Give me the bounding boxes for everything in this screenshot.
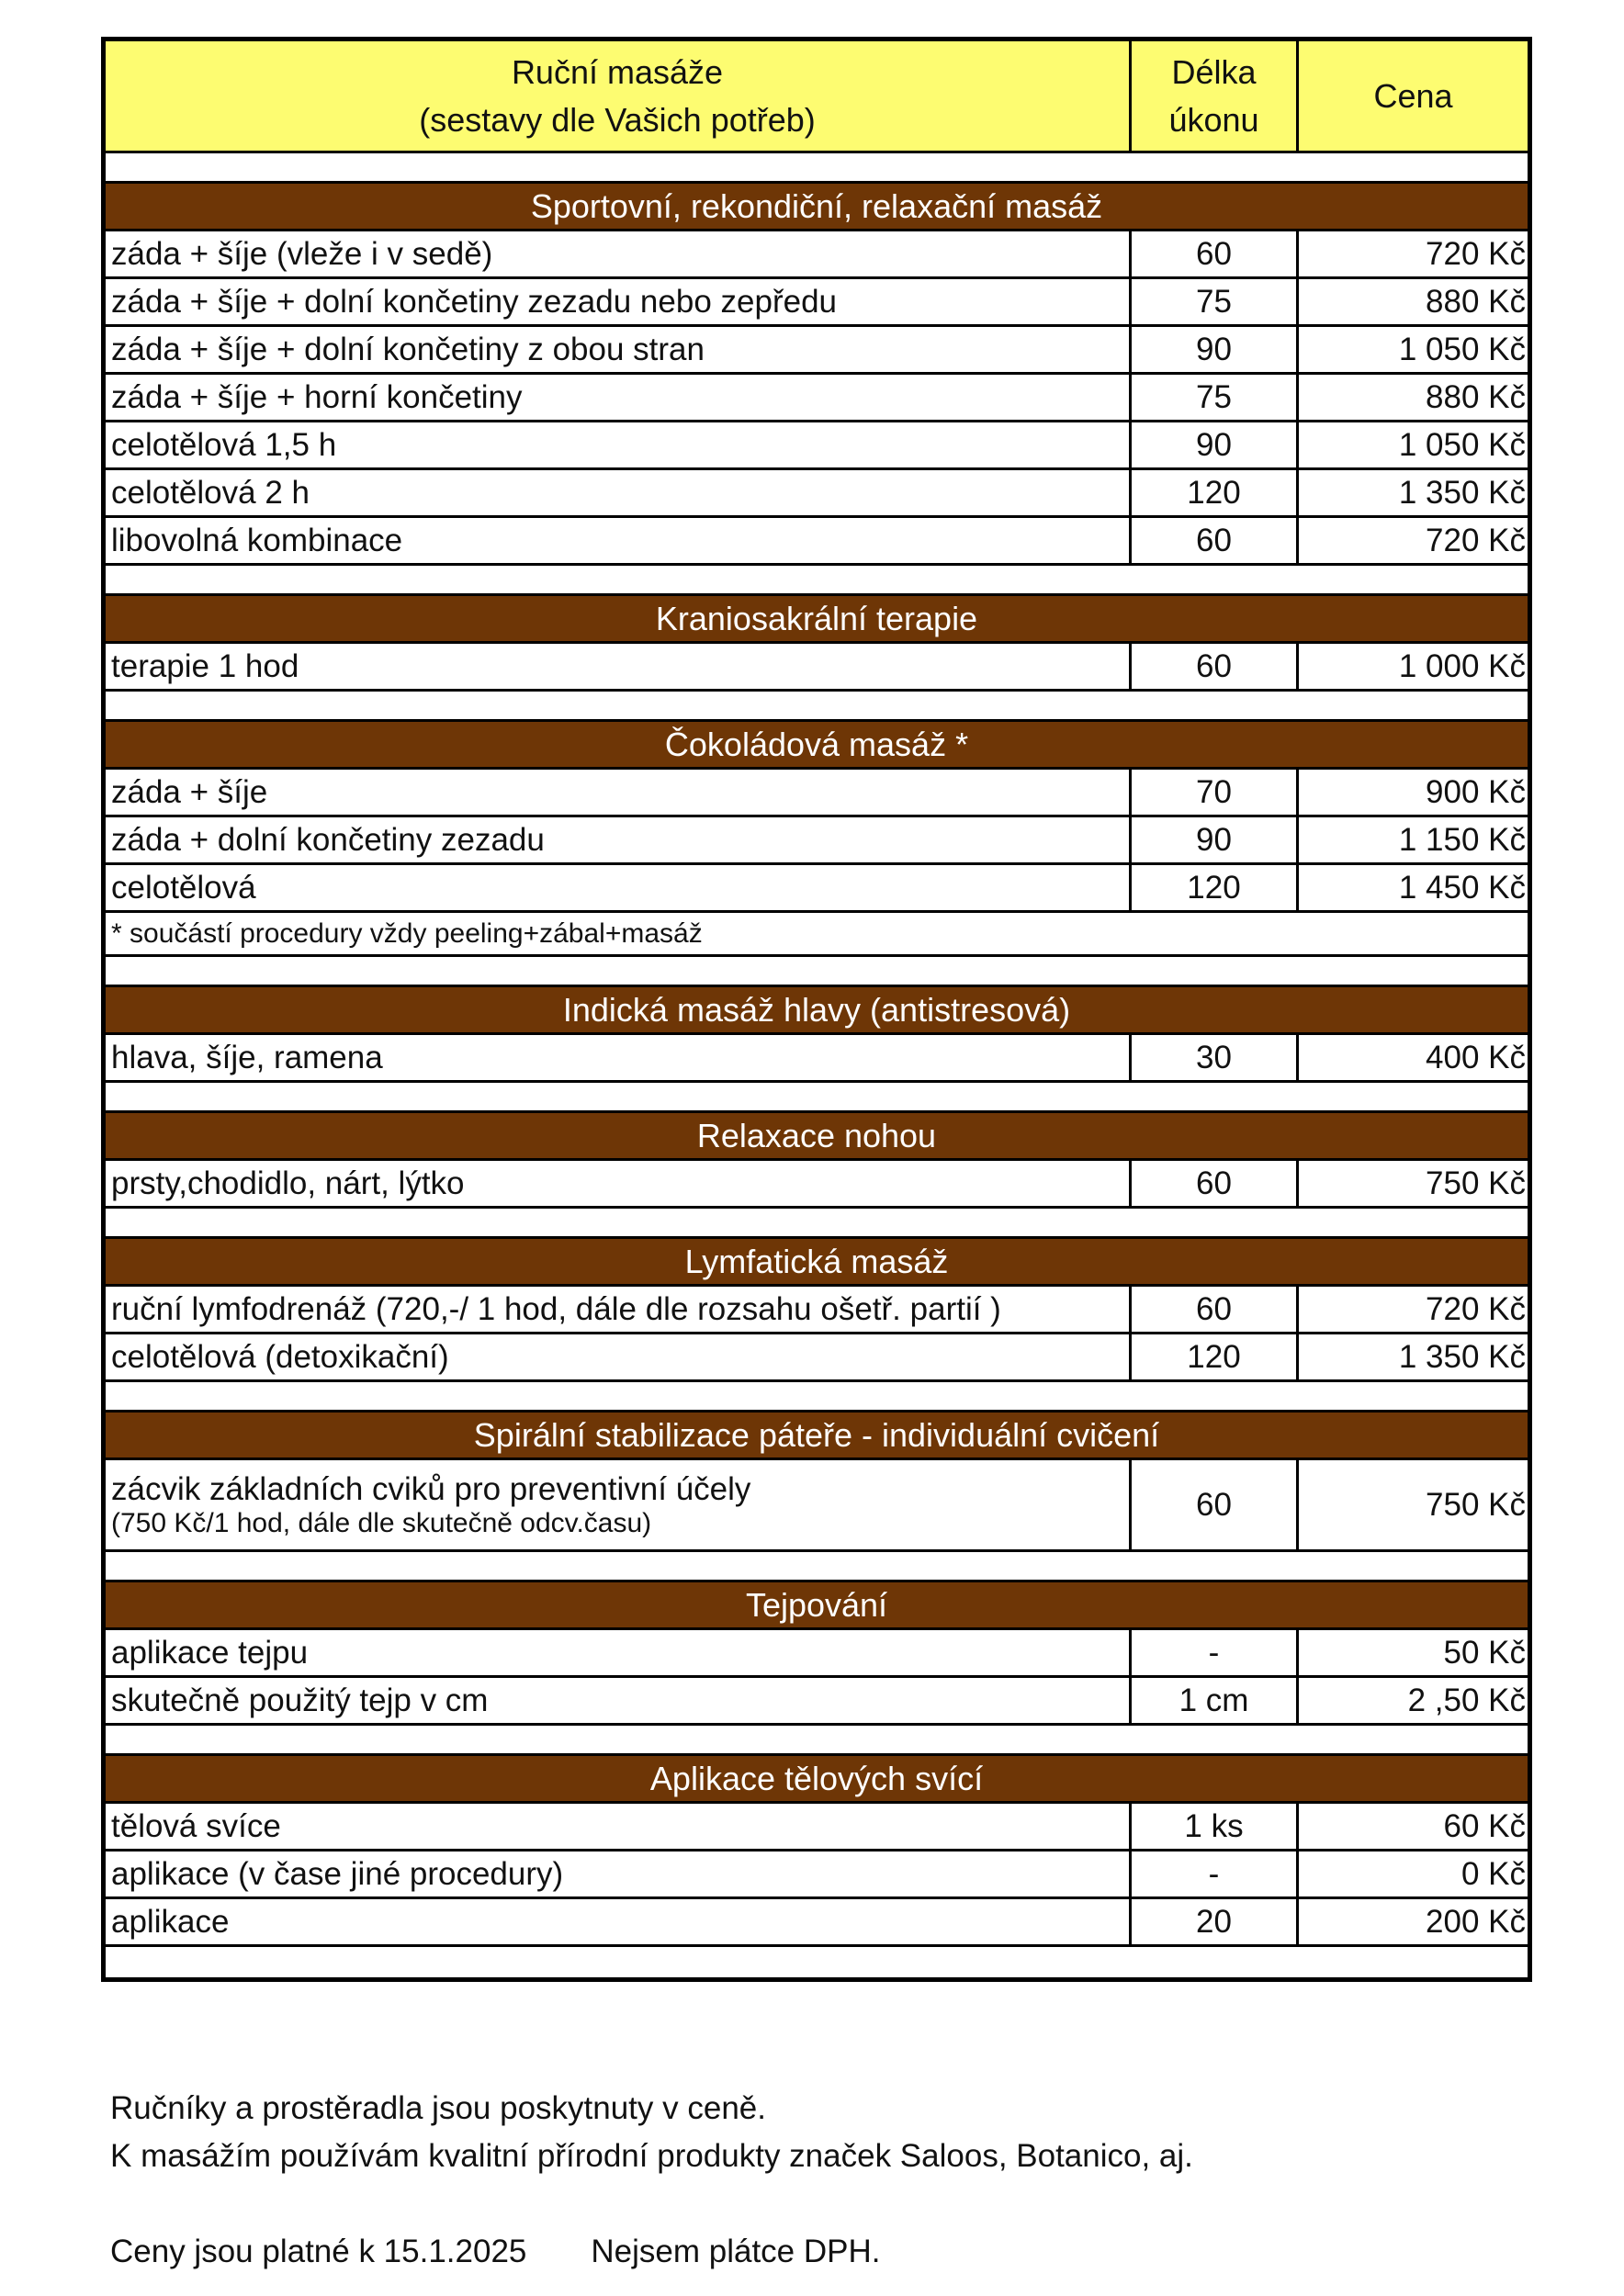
section-title: Lymfatická masáž (106, 1239, 1528, 1287)
table-row (106, 817, 1528, 865)
section-title: Relaxace nohou (106, 1113, 1528, 1161)
service-name: záda + šíje + dolní končetiny z obou stran (106, 327, 1132, 372)
section-title: Čokoládová masáž * (106, 722, 1528, 770)
service-duration: 90 (1132, 422, 1299, 467)
table-row (106, 1630, 1528, 1678)
service-price: 1 450 Kč (1398, 869, 1526, 906)
table-row (106, 1035, 1528, 1083)
table-row (106, 1334, 1528, 1382)
header-duration-line2: úkonu (1168, 100, 1259, 139)
footer-products-note: K masážím používám kvalitní přírodní produkty značek Saloos, Botanico, aj. (110, 2138, 1193, 2174)
service-price: 50 Kč (1443, 1634, 1526, 1671)
footer-towels-note: Ručníky a prostěradla jsou poskytnuty v ceně. (110, 2090, 766, 2126)
table-row (106, 644, 1528, 692)
service-duration: 60 (1132, 1161, 1299, 1206)
spacer-row (106, 1382, 1528, 1412)
service-duration: 60 (1132, 518, 1299, 563)
service-name: celotělová 1,5 h (106, 422, 1132, 467)
service-price: 2 ,50 Kč (1407, 1682, 1526, 1718)
header-service (106, 41, 1132, 151)
service-price: 0 Kč (1460, 1855, 1526, 1892)
service-duration: 60 (1132, 231, 1299, 276)
service-name-text: zácvik základních cviků pro preventivní účely (111, 1470, 751, 1507)
spacer-row (106, 1726, 1528, 1756)
table-row (106, 518, 1528, 566)
table-row (106, 770, 1528, 817)
service-name: aplikace tejpu (106, 1630, 1132, 1675)
price-list-table (101, 37, 1532, 1982)
table-row (106, 231, 1528, 279)
service-duration: 20 (1132, 1899, 1299, 1944)
service-price: 400 Kč (1426, 1039, 1526, 1075)
service-duration: 120 (1132, 865, 1299, 910)
service-duration: 30 (1132, 1035, 1299, 1080)
table-row (106, 1899, 1528, 1947)
table-row (106, 470, 1528, 518)
service-name: záda + šíje (106, 770, 1132, 815)
service-price: 880 Kč (1426, 283, 1526, 320)
spacer-row (106, 566, 1528, 596)
service-name: skutečně použitý tejp v cm (106, 1678, 1132, 1723)
service-price: 720 Kč (1426, 522, 1526, 558)
service-price: 720 Kč (1426, 1290, 1526, 1327)
service-price: 200 Kč (1426, 1903, 1526, 1940)
service-price: 750 Kč (1426, 1486, 1526, 1523)
table-row (106, 327, 1528, 375)
service-price: 60 Kč (1443, 1807, 1526, 1844)
service-duration: 90 (1132, 817, 1299, 862)
service-name: hlava, šíje, ramena (106, 1035, 1132, 1080)
service-name (106, 1460, 1132, 1549)
table-row (106, 375, 1528, 422)
service-duration: 70 (1132, 770, 1299, 815)
section-title: Indická masáž hlavy (antistresová) (106, 987, 1528, 1035)
spacer-row (106, 1209, 1528, 1239)
footer-vat: Nejsem plátce DPH. (591, 2234, 881, 2269)
service-duration: 60 (1132, 644, 1299, 689)
footer-validity: Ceny jsou platné k 15.1.2025 (110, 2234, 527, 2269)
service-price: 720 Kč (1426, 235, 1526, 272)
service-name: terapie 1 hod (106, 644, 1132, 689)
table-row (106, 279, 1528, 327)
service-price: 1 150 Kč (1398, 821, 1526, 858)
table-row (106, 865, 1528, 913)
spacer-row (106, 957, 1528, 987)
section-title: Kraniosakrální terapie (106, 596, 1528, 644)
header-price: Cena (1373, 76, 1453, 115)
header-duration-line1: Délka (1171, 52, 1257, 91)
service-duration: 60 (1132, 1287, 1299, 1332)
service-price: 1 350 Kč (1398, 1338, 1526, 1375)
spacer-row (106, 1083, 1528, 1113)
table-row (106, 1804, 1528, 1851)
service-duration: 60 (1132, 1460, 1299, 1549)
service-duration: 90 (1132, 327, 1299, 372)
service-name: ruční lymfodrenáž (720,-/ 1 hod, dále dle rozsahu ošetř. partií ) (106, 1287, 1132, 1332)
service-duration: - (1132, 1630, 1299, 1675)
table-row (106, 1460, 1528, 1552)
service-subname-text: (750 Kč/1 hod, dále dle skutečně odcv.času) (111, 1507, 652, 1538)
table-row (106, 1851, 1528, 1899)
service-duration: 120 (1132, 470, 1299, 515)
spacer-row (106, 153, 1528, 184)
footer (110, 2085, 1193, 2276)
service-duration: 1 ks (1132, 1804, 1299, 1849)
header-title-line1: Ruční masáže (511, 52, 724, 91)
spacer-row (106, 692, 1528, 722)
service-name: celotělová 2 h (106, 470, 1132, 515)
table-row (106, 1287, 1528, 1334)
service-name: aplikace (v čase jiné procedury) (106, 1851, 1132, 1896)
service-name: libovolná kombinace (106, 518, 1132, 563)
service-duration: 1 cm (1132, 1678, 1299, 1723)
table-header (106, 41, 1528, 153)
sections (106, 153, 1528, 1977)
service-price: 1 350 Kč (1398, 474, 1526, 511)
spacer-row (106, 1552, 1528, 1582)
service-price: 1 000 Kč (1398, 647, 1526, 684)
service-name: aplikace (106, 1899, 1132, 1944)
service-name: tělová svíce (106, 1804, 1132, 1849)
header-duration (1132, 41, 1299, 151)
section-note: * součástí procedury vždy peeling+zábal+masáž (106, 913, 1528, 957)
section-title: Aplikace tělových svící (106, 1756, 1528, 1804)
service-name: celotělová (106, 865, 1132, 910)
service-price: 750 Kč (1426, 1165, 1526, 1201)
service-name: záda + dolní končetiny zezadu (106, 817, 1132, 862)
table-row (106, 422, 1528, 470)
spacer-row (106, 1947, 1528, 1977)
service-name: prsty,chodidlo, nárt, lýtko (106, 1161, 1132, 1206)
table-row (106, 1678, 1528, 1726)
service-price: 1 050 Kč (1398, 426, 1526, 463)
service-name: celotělová (detoxikační) (106, 1334, 1132, 1379)
service-price: 880 Kč (1426, 378, 1526, 415)
table-row (106, 1161, 1528, 1209)
service-name: záda + šíje + dolní končetiny zezadu nebo zepředu (106, 279, 1132, 324)
footer-gap (110, 2180, 1193, 2228)
service-duration: 75 (1132, 279, 1299, 324)
service-name: záda + šíje (vleže i v sedě) (106, 231, 1132, 276)
section-title: Spirální stabilizace páteře - individuální cvičení (106, 1412, 1528, 1460)
section-title: Sportovní, rekondiční, relaxační masáž (106, 184, 1528, 231)
service-price: 900 Kč (1426, 773, 1526, 810)
service-duration: 75 (1132, 375, 1299, 420)
header-title-line2: (sestavy dle Vašich potřeb) (419, 100, 816, 139)
footer-validity-row (110, 2228, 1193, 2276)
section-title: Tejpování (106, 1582, 1528, 1630)
service-duration: - (1132, 1851, 1299, 1896)
service-price: 1 050 Kč (1398, 331, 1526, 367)
service-duration: 120 (1132, 1334, 1299, 1379)
service-name: záda + šíje + horní končetiny (106, 375, 1132, 420)
